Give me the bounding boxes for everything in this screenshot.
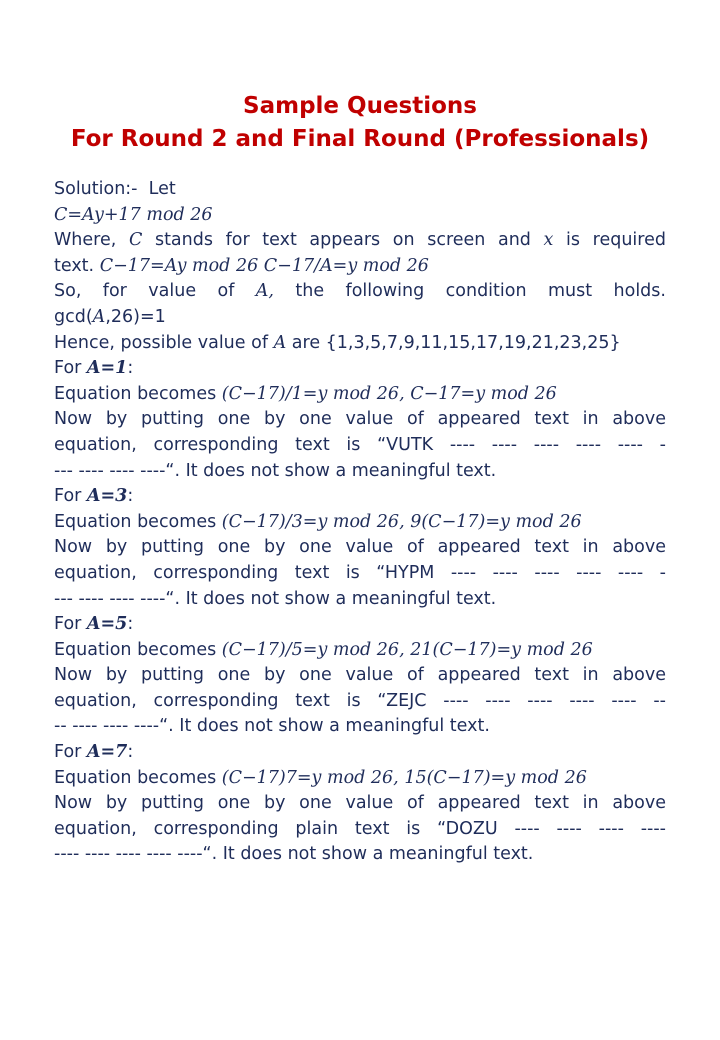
case-text-line: Now by putting one by one value of appeared text in above: [54, 793, 666, 814]
case-text-line: --- ---- ---- ----“. It does not show a meaningful text.: [54, 460, 497, 481]
case-heading: [54, 484, 666, 510]
equation-1: (C−17)7=y mod 26,: [221, 767, 399, 788]
case-equation: [54, 510, 666, 536]
a-value: A=3: [86, 486, 128, 507]
case-equation: [54, 638, 666, 664]
equation-prefix: Equation becomes: [54, 383, 217, 404]
a-value: A=1: [86, 358, 128, 379]
let-label: Let: [148, 179, 176, 199]
where-var-c: C: [128, 230, 143, 251]
a-value: A=5: [86, 614, 128, 635]
solution-label: Solution:-: [54, 179, 138, 199]
so-prefix: So, for value of: [54, 281, 235, 302]
so-suffix: the following condition must holds.: [295, 281, 666, 302]
where-prefix: Where,: [54, 230, 117, 251]
case-text-line: Now by putting one by one value of appeared text in above: [54, 665, 666, 686]
case-text-line: Now by putting one by one value of appeared text in above: [54, 409, 666, 430]
case-text-line: equation, corresponding text is “HYPM ---- ---- ---- ---- ---- -: [54, 562, 666, 583]
main-equation: [54, 203, 666, 229]
equation-prefix: Equation becomes: [54, 767, 217, 788]
case-text-line: Now by putting one by one value of appeared text in above: [54, 537, 666, 558]
for-label: For: [54, 486, 82, 507]
gcd-prefix: gcd(: [54, 306, 93, 327]
equation-2: C−17=y mod 26: [410, 383, 557, 404]
gcd-var: A: [92, 306, 106, 327]
case-block: [54, 612, 666, 740]
equation-2: 15(C−17)=y mod 26: [404, 767, 587, 788]
equation-prefix: Equation becomes: [54, 511, 217, 532]
equation-prefix: Equation becomes: [54, 639, 217, 660]
hence-suffix: are {1,3,5,7,9,11,15,17,19,21,23,25}: [291, 332, 621, 353]
equation-2: 21(C−17)=y mod 26: [410, 639, 593, 660]
colon: :: [127, 486, 134, 507]
equation-2: 9(C−17)=y mod 26: [410, 511, 582, 532]
gcd-suffix: ,26)=1: [105, 306, 166, 327]
case-text-line: --- ---- ---- ----“. It does not show a meaningful text.: [54, 588, 497, 609]
case-text-line: -- ---- ---- ----“. It does not show a meaningful text.: [54, 716, 490, 737]
solution-intro-line: [54, 177, 666, 203]
for-label: For: [54, 358, 82, 379]
main-equation-text: C=Ay+17 mod 26: [54, 204, 213, 225]
text-equation-2: C−17/A=y mod 26: [263, 255, 429, 276]
where-mid: stands for text appears on screen and: [154, 230, 531, 251]
where-var-x: x: [543, 230, 554, 251]
for-label: For: [54, 742, 82, 763]
so-line: [54, 279, 666, 305]
colon: :: [127, 358, 134, 379]
case-block: [54, 740, 666, 868]
case-equation: [54, 382, 666, 408]
case-text-line: ---- ---- ---- ---- ----“. It does not show a meaningful text.: [54, 844, 534, 865]
for-label: For: [54, 614, 82, 635]
text-label: text.: [54, 255, 95, 276]
hence-line: [54, 331, 666, 357]
equation-1: (C−17)/1=y mod 26,: [221, 383, 405, 404]
case-heading: [54, 740, 666, 766]
case-heading: [54, 356, 666, 382]
where-line: [54, 228, 666, 254]
title-line-2: For Round 2 and Final Round (Professionals): [70, 126, 650, 152]
hence-prefix: Hence, possible value of: [54, 332, 268, 353]
colon: :: [127, 614, 134, 635]
a-value: A=7: [86, 742, 128, 763]
case-block: [54, 484, 666, 612]
case-text-line: equation, corresponding text is “VUTK ---- ---- ---- ---- ---- -: [54, 434, 666, 455]
case-block: [54, 356, 666, 484]
colon: :: [127, 742, 134, 763]
page-title: [0, 90, 720, 156]
case-text-line: equation, corresponding plain text is “DOZU ---- ---- ---- ----: [54, 818, 666, 839]
case-text-line: equation, corresponding text is “ZEJC ---- ---- ---- ---- ---- --: [54, 690, 666, 711]
hence-var: A: [273, 332, 287, 353]
equation-1: (C−17)/5=y mod 26,: [221, 639, 405, 660]
so-var: A,: [255, 281, 274, 302]
text-equation-1: C−17=Ay mod 26: [99, 255, 259, 276]
text-equations-line: [54, 254, 666, 280]
solution-body: [54, 177, 666, 868]
case-equation: [54, 766, 666, 792]
where-suffix: is required: [566, 230, 666, 251]
case-heading: [54, 612, 666, 638]
equation-1: (C−17)/3=y mod 26,: [221, 511, 405, 532]
title-line-1: Sample Questions: [243, 93, 477, 119]
gcd-line: [54, 305, 666, 331]
